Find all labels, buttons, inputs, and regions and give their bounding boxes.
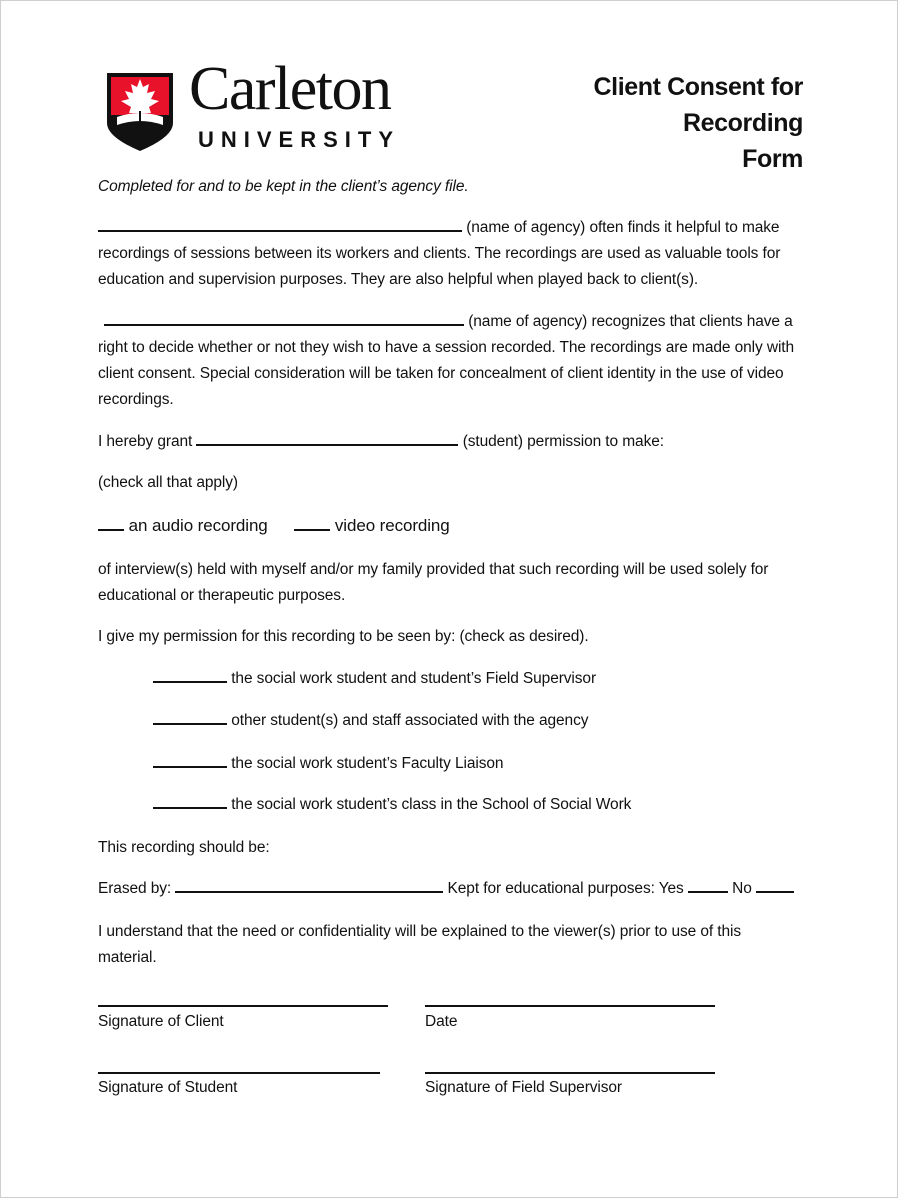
viewer-option-label: the social work student’s class in the School of Social Work — [231, 796, 632, 813]
client-signature-label: Signature of Client — [98, 1013, 224, 1030]
para2-line3: client consent. Special consideration will be taken for concealment of client identity in the use of video — [98, 365, 784, 382]
para1-line2: recordings of sessions between its workers and clients. The recordings are used as valuable tools for — [98, 245, 781, 262]
para2-line2: right to decide whether or not they wish to have a session recorded. The recordings are made only with — [98, 339, 795, 356]
viewer-option-label: other student(s) and staff associated with the agency — [231, 712, 589, 729]
erased-label: Erased by: — [98, 880, 172, 897]
erased-by-field[interactable] — [175, 876, 443, 893]
grant-suffix: (student) permission to make: — [462, 433, 664, 450]
date-field[interactable] — [425, 1005, 715, 1007]
should-be-heading: This recording should be: — [98, 839, 270, 856]
para1-line1: (name of agency) often finds it helpful to make — [466, 219, 780, 236]
agency-paragraph-2 — [98, 309, 818, 413]
date-label: Date — [425, 1013, 458, 1030]
para3-line2: educational or therapeutic purposes. — [98, 587, 346, 604]
viewer-checkbox-blank[interactable] — [153, 666, 227, 683]
agency-name-field-2[interactable] — [104, 309, 464, 326]
viewer-option — [153, 666, 596, 692]
agency-name-field-1[interactable] — [98, 215, 462, 232]
viewer-option-label: the social work student and student’s Field Supervisor — [231, 670, 597, 687]
viewer-option — [153, 792, 631, 818]
kept-yes-blank[interactable] — [688, 876, 728, 893]
viewer-checkbox-blank[interactable] — [153, 751, 227, 768]
viewer-option — [153, 751, 503, 777]
video-option-label: video recording — [334, 516, 450, 535]
video-checkbox-blank[interactable] — [294, 514, 330, 531]
form-title — [543, 69, 803, 177]
supervisor-signature-field[interactable] — [425, 1072, 715, 1074]
kept-label: Kept for educational purposes: Yes — [447, 880, 684, 897]
viewer-checkbox-blank[interactable] — [153, 792, 227, 809]
viewer-checkbox-blank[interactable] — [153, 708, 227, 725]
para2-line4: recordings. — [98, 391, 174, 408]
understand-line1: I understand that the need or confidentiality will be explained to the viewer(s) prior to use of this — [98, 923, 741, 940]
form-title-line1: Client Consent for — [593, 73, 803, 101]
understand-paragraph — [98, 919, 818, 971]
student-signature-field[interactable] — [98, 1072, 380, 1074]
para1-line3: education and supervision purposes. They are also helpful when played back to client(s). — [98, 271, 699, 288]
logo-university-text: UNIVERSITY — [198, 127, 401, 152]
kept-no-blank[interactable] — [756, 876, 794, 893]
viewer-option-label: the social work student’s Faculty Liaison — [231, 755, 504, 772]
carleton-shield-logo — [105, 71, 175, 153]
form-title-line2: Recording — [682, 109, 803, 137]
intro-note: Completed for and to be kept in the client’s agency file. — [98, 178, 469, 195]
form-title-line3: Form — [742, 145, 803, 173]
interview-paragraph — [98, 557, 818, 609]
para2-line1: (name of agency) recognizes that clients have a — [468, 313, 793, 330]
para3-line1: of interview(s) held with myself and/or my family provided that such recording will be used solely for — [98, 561, 769, 578]
grant-prefix: I hereby grant — [98, 433, 193, 450]
audio-checkbox-blank[interactable] — [98, 514, 124, 531]
client-signature-field[interactable] — [98, 1005, 388, 1007]
audio-option-label: an audio recording — [128, 516, 268, 535]
understand-line2: material. — [98, 949, 157, 966]
viewer-option — [153, 708, 588, 734]
recording-options — [98, 513, 450, 539]
supervisor-signature-label: Signature of Field Supervisor — [425, 1079, 622, 1096]
erased-line — [98, 876, 794, 902]
check-all-note: (check all that apply) — [98, 474, 238, 491]
student-name-field[interactable] — [196, 429, 458, 446]
grant-line — [98, 429, 664, 455]
logo-wordmark: Carleton — [189, 57, 391, 121]
kept-no-label: No — [732, 880, 752, 897]
agency-paragraph-1 — [98, 215, 818, 293]
student-signature-label: Signature of Student — [98, 1079, 238, 1096]
permission-statement: I give my permission for this recording to be seen by: (check as desired). — [98, 628, 589, 645]
